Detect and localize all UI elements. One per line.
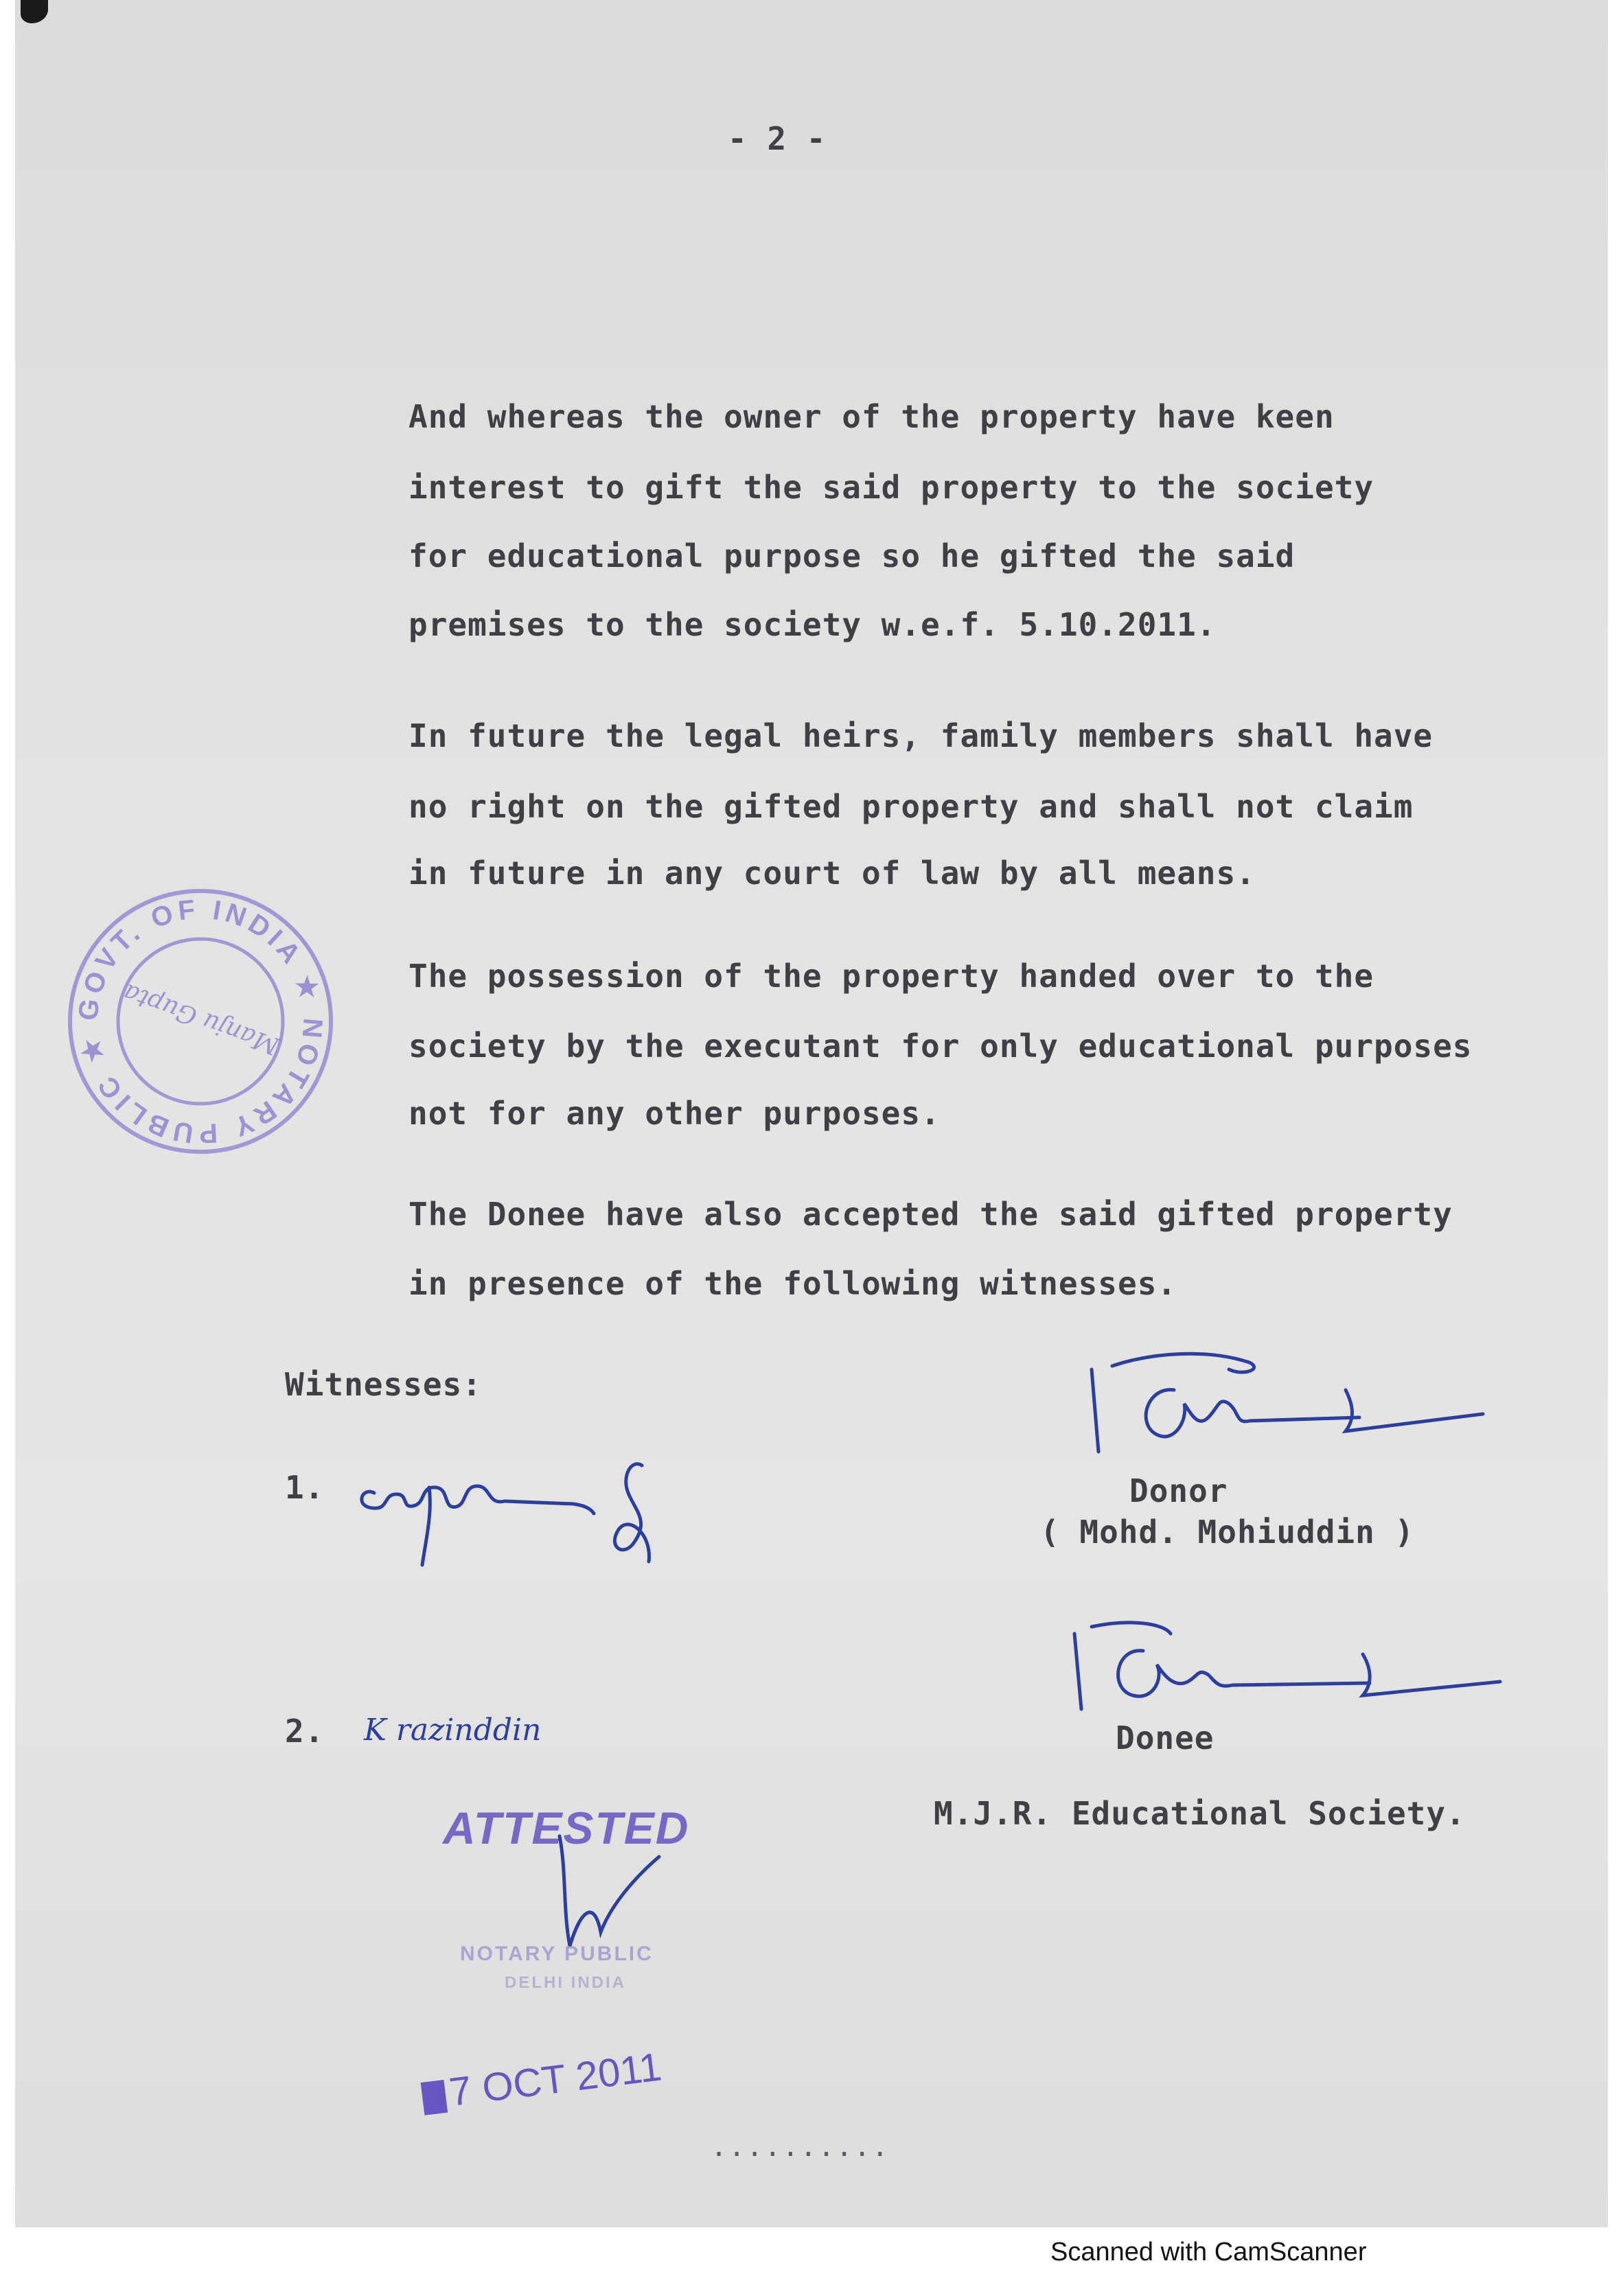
paragraph-3-line-3: not for any other purposes. [408,1095,941,1132]
paragraph-1-line-1: And whereas the owner of the property have keen [408,398,1335,435]
witness-number-1: 1. [285,1469,325,1506]
paragraph-2-line-1: In future the legal heirs, family members shall have [408,717,1434,754]
witnesses-heading: Witnesses: [285,1366,482,1403]
ink-blot [21,0,48,23]
witness-1-signature [347,1445,690,1582]
donee-label: Donee [1116,1719,1215,1756]
witness-number-2: 2. [285,1713,325,1750]
paragraph-4-line-2: in presence of the following witnesses. [408,1265,1177,1302]
paragraph-3-line-1: The possession of the property handed over to the [408,958,1374,995]
dotted-line: .......... [711,2131,890,2163]
donor-name: ( Mohd. Mohiuddin ) [1040,1514,1415,1551]
seal-outer-text: GOVT. OF INDIA ★ NOTARY PUBLIC ★ [73,894,328,1149]
seal-inner-name: Manju Gupta [119,977,284,1060]
donor-signature [1071,1349,1510,1472]
scanner-footer: Scanned with CamScanner [1050,2238,1367,2266]
paragraph-1-line-4: premises to the society w.e.f. 5.10.2011. [408,606,1217,643]
date-stamp-text: 7 OCT 2011 [446,2044,664,2115]
paragraph-1-line-2: interest to gift the said property to the society [408,469,1374,506]
notary-city-text: DELHI INDIA [505,1973,626,1992]
paragraph-4-line-1: The Donee have also accepted the said gifted property [408,1196,1453,1233]
notary-seal [63,884,338,1159]
donee-signature [1061,1620,1514,1730]
paragraph-2-line-2: no right on the gifted property and shall not claim [408,788,1414,825]
witness-2-signature: K razinddin [364,1713,542,1748]
paragraph-2-line-3: in future in any court of law by all means. [408,855,1256,892]
date-stamp-mark [421,2080,448,2115]
donor-label: Donor [1129,1472,1228,1509]
notary-public-text: NOTARY PUBLIC [460,1943,654,1965]
paragraph-3-line-2: society by the executant for only educational purposes [408,1028,1473,1065]
paragraph-1-line-3: for educational purpose so he gifted the said [408,537,1296,575]
donee-name: M.J.R. Educational Society. [934,1795,1466,1832]
attested-word: ATTESTED [443,1802,690,1853]
attested-stamp [443,1802,731,2008]
page-number: - 2 - [728,120,827,157]
